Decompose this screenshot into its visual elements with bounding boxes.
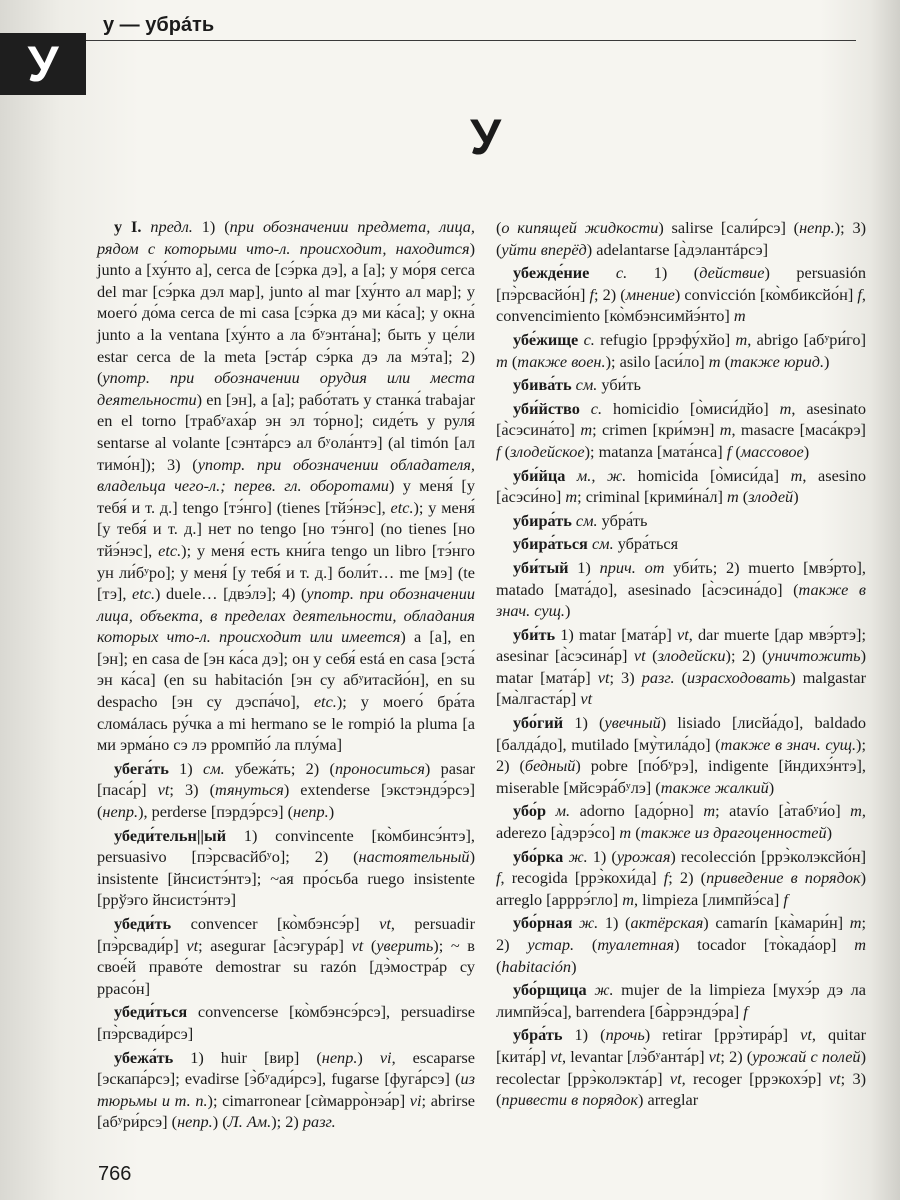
dictionary-entry (496, 329, 866, 372)
usage-note: f (663, 868, 669, 888)
usage-note: vt (669, 1068, 682, 1088)
usage-note: m (854, 935, 866, 954)
entry-text: ) salirse [сали́рсэ] ( (658, 218, 800, 237)
headword: уби́йство (513, 398, 580, 418)
dictionary-entry (496, 979, 866, 1022)
usage-note: употр. при обозначении обладателя, владельца чего-л.; перев. гл. оборотами (97, 454, 476, 496)
dictionary-entry (496, 217, 866, 260)
usage-note: f (726, 441, 732, 461)
entry-text: 1) ( (627, 263, 700, 283)
usage-note: vt (633, 646, 646, 666)
usage-note: vt (379, 914, 391, 933)
entry-text: ; 3) (609, 667, 642, 687)
usage-note: f (783, 889, 788, 909)
usage-note: проноситься (334, 758, 425, 778)
entry-text: уби́ть; 2) muerto [мвэ́рто], matado [мата́до], asesinado [а̀сэсина́до] ( (496, 557, 866, 599)
usage-note: m (565, 487, 578, 507)
dictionary-entry (496, 533, 866, 555)
entry-text: убежа́ть; 2) ( (224, 758, 335, 778)
entry-text: ( (631, 823, 641, 843)
usage-note: m (708, 351, 721, 371)
entry-text: ) lisiado [лисйа́до], baldado [балда́до], mutilado [му̀тила́до] ( (496, 713, 866, 754)
dictionary-entry (496, 374, 866, 396)
usage-note: vt (351, 935, 364, 955)
entry-text: 1) ( (598, 913, 631, 933)
usage-note: см. (203, 758, 225, 778)
usage-note: ж. (594, 980, 614, 1000)
usage-note: f (496, 441, 501, 461)
usage-note: vi (409, 1090, 422, 1110)
entry-text: ); 3) ( (496, 218, 867, 259)
usage-note: m (849, 913, 862, 933)
dictionary-entry (496, 510, 866, 532)
usage-note: habitación (501, 956, 572, 976)
usage-note: непр. (293, 802, 329, 822)
usage-note: мнение (625, 284, 675, 304)
usage-note: также из драгоценностей (640, 823, 827, 843)
right-column (496, 217, 866, 1113)
entry-text: ) retirar [ррэ̀тира́р] (644, 1025, 801, 1045)
entry-text: ) (328, 802, 335, 822)
usage-note: уничтожить (767, 646, 861, 666)
usage-note: Л. Ам. (227, 1112, 272, 1132)
entry-text: 1) ( (192, 217, 230, 236)
usage-note: также в знач. сущ. (720, 734, 857, 754)
entry-text: ; criminal [крими́на́л] (577, 487, 727, 507)
usage-note: непр. (321, 1047, 358, 1067)
usage-note: m (703, 801, 716, 821)
usage-note: vt (157, 780, 170, 800)
page-number: 766 (98, 1163, 132, 1185)
entry-text: ) matar [мата́р] (496, 646, 866, 687)
usage-note: etc. (390, 497, 414, 517)
running-head: у — убра́ть (103, 14, 215, 36)
dictionary-entry (97, 1001, 475, 1044)
usage-note: прич. от (599, 557, 665, 577)
entry-text: уби́ть (597, 375, 641, 395)
entry-text: ( (500, 441, 511, 461)
entry-text: ) adelantarse [а̀дэлантáрсэ] (586, 239, 768, 259)
entry-text: , escaparse [эскапа́рсэ]; evadirse [э̀бʸади́рсэ], fugarse [фуга́рсэ] ( (97, 1047, 475, 1089)
headword: уби́ть (513, 624, 556, 644)
usage-note: настоятельный (358, 847, 470, 867)
entry-text: ( (731, 441, 741, 461)
entry-text: convencerse [ко̀мбэнсэ́рсэ], persuadirse [пэ̀рсвади́рсэ] (97, 1002, 475, 1043)
usage-note: разг. (641, 667, 675, 687)
entry-text: ; abrirse [абʸри́рсэ] ( (97, 1090, 476, 1132)
usage-note: туалетная (597, 935, 675, 954)
entry-text: ) (357, 1047, 380, 1067)
usage-note: vt (550, 1046, 563, 1066)
entry-text: ( (574, 935, 598, 954)
usage-note: ж. (568, 846, 588, 866)
usage-note: предл. (150, 217, 193, 236)
headword: убеди́тельн||ый (114, 825, 227, 845)
entry-text: adorno [адо́рно] (570, 801, 704, 821)
usage-note: непр. (177, 1112, 213, 1132)
usage-note: увечный (604, 713, 661, 733)
headword: убира́ть (513, 510, 572, 530)
entry-text: , recoger [ррэкохэ́р] (681, 1068, 829, 1088)
entry-text: ; crimen [кри́мэн] (592, 420, 720, 440)
entry-text: убра́ться (613, 534, 679, 554)
headword: убо́рщица (513, 980, 587, 1000)
usage-note: уйти вперёд (501, 239, 587, 259)
usage-note: прочь (605, 1025, 645, 1045)
usage-note: злодей (748, 487, 794, 507)
usage-note: бедный (524, 756, 576, 776)
usage-note: уверить (376, 935, 434, 955)
entry-text: ) a [а], en [эн]; en casa de [эн ка́са дэ]; он у себя́ está en casa [эста́ эн ка́са] (en su habitación [эн су абʸитасйо́н], en su despacho [эн су дэспа́чо], (97, 627, 476, 712)
dictionary-entry (97, 913, 475, 999)
usage-note: m (850, 801, 862, 821)
entry-text: ) extenderse [экстэндэ́рсэ] ( (97, 780, 475, 822)
entry-text: , convencimiento [ко̀мбэнсимйэ́нто] (496, 284, 866, 326)
headword: уби́тый (513, 557, 569, 577)
usage-note: vt (676, 624, 689, 644)
usage-note: из тюрьмы и т. п. (97, 1069, 475, 1110)
usage-note: vt (597, 667, 610, 687)
usage-note: f (589, 284, 595, 304)
headword: убо́рная (513, 913, 573, 933)
entry-text: , aderezo [а̀дэрэ́со] (496, 801, 866, 843)
entry-text: , persuadir [пэ̀рсвади́р] (97, 914, 475, 955)
entry-text: ) insistente [йнсистэ́нтэ]; ~ая про́сьба ruego insistente [ррўэго йнсистэ́нтэ] (97, 847, 475, 910)
usage-note: см. (575, 375, 598, 395)
entry-text: ) ( (212, 1112, 228, 1132)
headword: убе́жище (513, 329, 579, 349)
usage-note: также воен. (517, 351, 606, 371)
dictionary-entry (496, 557, 866, 622)
usage-note: израсходовать (687, 667, 791, 687)
entry-text: ; asegurar [а̀сэгура́р] (198, 935, 352, 955)
entry-text: ) (571, 956, 577, 976)
usage-note: также юрид. (730, 351, 825, 371)
usage-note: урожая (616, 846, 671, 866)
dictionary-entry (97, 1047, 475, 1133)
usage-note: тянуться (215, 780, 284, 800)
headword: убира́ться (513, 534, 588, 554)
letter-tab: У (0, 33, 86, 95)
usage-note: также в знач. сущ. (496, 579, 866, 621)
entry-text: ) recolectar [ррэ̀колэкта́р] (496, 1046, 866, 1088)
entry-text: ( (720, 351, 731, 371)
entry-text: ) camarín [ка̀мари́н] (703, 913, 850, 933)
dictionary-entry (97, 758, 475, 823)
entry-text: ( (496, 218, 502, 237)
entry-text: 1) ( (563, 713, 605, 733)
entry-text (589, 263, 616, 282)
dictionary-entry (97, 825, 475, 911)
entry-text: 1) convincente [ко̀мбинсэ́нтэ], persuasivo [пэ̀рсвасйбʸо]; 2) ( (97, 825, 475, 867)
entry-text: ); у меня́ [у тебя́ и т. д.] нет no tengo [но тэ́нго] (no tienes [но тйэ́нэс], (97, 497, 475, 560)
usage-note: m (790, 465, 803, 485)
headword: убега́ть (114, 758, 169, 778)
usage-note: привести в порядок (501, 1090, 639, 1110)
usage-note: злодейское (510, 441, 585, 461)
usage-note: о кипящей жидкости (501, 218, 659, 237)
usage-note: разг. (302, 1112, 336, 1132)
entry-text: ) (793, 487, 799, 507)
entry-text: , recogida [ррэ̀кохи́да] (500, 868, 664, 888)
entry-text: ; 3) ( (496, 1068, 867, 1110)
usage-note: употр. при обозначении лица, объекта, в пределах деятельности, обладания которых что-л. происходит или имеется (97, 584, 475, 647)
usage-note: vt (186, 935, 199, 955)
entry-text: , dar muerte [дар мвэ́ртэ]; asesinar [а̀сэсина́р] (496, 624, 866, 666)
entry-text: ) arreglar (638, 1090, 699, 1110)
usage-note: приведение в порядок (706, 868, 861, 888)
usage-note: устар. (527, 935, 575, 954)
usage-note: m (580, 420, 593, 440)
entry-text: homicida [о̀миси́да] (626, 465, 791, 485)
usage-note: etc. (158, 540, 182, 560)
usage-note: f (857, 284, 862, 304)
entry-text: ); у моего́ бра́та сломáлась ру́чка a mi hermano se le rompió la pluma [а ми эрма́но сэ лэ рромпйо́ ла плу́ма] (97, 692, 475, 755)
dictionary-entry (496, 398, 866, 463)
entry-text: ( (645, 646, 658, 666)
headword: убива́ть (513, 375, 572, 395)
dictionary-entry (496, 465, 866, 508)
dictionary-entry (496, 262, 866, 327)
entry-text: 1) (168, 758, 203, 778)
entry-text: ); у меня́ есть кни́га tengo un libro [тэ́нго ун ли́бʸро]; у меня́ [у тебя́ и т. д.] боли́т… me [мэ] (te [тэ], (97, 540, 475, 604)
entry-text: ); asilo [аси́ло] (605, 351, 709, 371)
entry-text: ) (768, 777, 775, 797)
entry-text: убра́ть (597, 510, 648, 530)
usage-note: m (735, 329, 748, 349)
entry-text: ; 2) ( (720, 1046, 753, 1066)
entry-text: ) en [эн], a [а]; рабо́тать у станка́ trabajar en el torno [трабʸаха́р эн эл то́рно]; сиде́ть у руля́ sentarse al volante [сэнта́рсэ ал бʸола́нтэ] (al timón [ал тимо́н]); 3) ( (97, 389, 475, 474)
usage-note: f (496, 868, 501, 888)
entry-text: ) duele… [двэ́лэ]; 4) ( (155, 584, 307, 604)
entry-text: ( (738, 487, 749, 507)
dictionary-entry (496, 846, 866, 911)
usage-note: m (779, 398, 792, 418)
entry-text: ); 2) ( (725, 646, 768, 666)
entry-text: ) pasar [паса́р] (97, 758, 476, 800)
dictionary-entry (496, 1024, 866, 1110)
usage-note: м., ж. (576, 465, 627, 485)
usage-note: etc. (132, 584, 156, 604)
entry-text: mujer de la limpieza [мухэ́р дэ ла лимпйэ́са], barrendera [ба̀ррэндэ́ра] (496, 980, 866, 1021)
entry-text: ; 2) ( (668, 868, 707, 888)
entry-text: ) (564, 601, 571, 621)
usage-note: vt (580, 689, 593, 709)
dictionary-entry (97, 216, 475, 756)
usage-note: m (719, 420, 732, 440)
entry-text: ); ~ в свое́й право́те demostrar su razón [дэ̀мостра́р су ррасо́н] (97, 935, 475, 998)
usage-note: актёрская (630, 913, 704, 933)
entry-text: ); matanza [мата́нса] (584, 441, 727, 461)
usage-note: m (726, 487, 739, 507)
dictionary-entry (496, 912, 866, 977)
entry-text: , limpieza [лимпйэ́са] (634, 889, 784, 909)
usage-note: vt (828, 1068, 841, 1088)
headword: убра́ть (513, 1025, 563, 1045)
entry-text: ), perderse [пэрдэ́рсэ] ( (138, 802, 294, 822)
usage-note: m (496, 351, 508, 371)
usage-note: с. (615, 263, 628, 283)
entry-text: 1) ( (587, 846, 617, 866)
headword: убеди́ть (114, 914, 172, 933)
usage-note: f (743, 1001, 748, 1021)
entry-text: ); cimarronear [сѝмарро̀нэа́р] (207, 1090, 410, 1110)
usage-note: vt (708, 1046, 721, 1066)
entry-text: refugio [ррэфу́хйо] (594, 329, 736, 349)
headword: убеди́ться (114, 1002, 188, 1022)
entry-text: 1) (568, 557, 600, 577)
header-rule (86, 40, 856, 41)
headword: уби́йца (513, 465, 566, 485)
headword: убежде́ние (513, 263, 590, 283)
headword: убо́рка (513, 846, 564, 866)
entry-text: , quitar [кита́р] (496, 1025, 866, 1066)
usage-note: действие (699, 263, 765, 283)
headword: убежа́ть (114, 1047, 174, 1067)
entry-text: ) malgastar [ма̀лгаста́р] (496, 667, 866, 709)
usage-note: непр. (102, 802, 139, 822)
entry-text: ) arreglo [арррэ́гло] (496, 868, 866, 909)
usage-note: употр. при обозначении орудия или места деятельности (97, 368, 475, 409)
entry-text: 1) matar [мата́р] (555, 624, 677, 644)
usage-note: vi (379, 1047, 392, 1067)
entry-text: ); 2) (271, 1112, 303, 1132)
usage-note: массовое (740, 441, 804, 461)
entry-text: ) convicción [ко̀мбиксйо́н] (674, 284, 858, 304)
entry-text: ) (824, 351, 830, 371)
entry-text: , levantar [лэ̀бʸанта́р] (562, 1046, 709, 1066)
entry-text: ) junto a [ху́нто а], cerca de [сэ́рка дэ], a [а]; у мо́ря cerca del mar [сэ́рка дэл мар], junto al mar [ху́нто ал мар]; у моего́ до́ма cerca de mi casa [сэ́рка дэ ми ка́са]; у окна́ junto a la ventana [ху́нто а ла бʸэнта́на]; быть у це́ли estar cerca de la meta [эста́р сэ́рка дэ ла мэ́та]; 2) ( (97, 238, 475, 388)
section-letter: У (470, 109, 502, 165)
entry-text (546, 801, 556, 820)
headword: у I. (114, 217, 142, 236)
entry-text: ; 3) ( (169, 780, 216, 800)
entry-text: ( (507, 351, 518, 371)
left-column (97, 216, 475, 1135)
usage-note: также жалкий (660, 777, 769, 797)
usage-note: etc. (313, 692, 337, 712)
dictionary-entry (496, 624, 866, 710)
entry-text: 1) huir [вир] ( (173, 1047, 322, 1067)
entry-text: ) recolección [ррэ̀колэксйо́н] (670, 846, 866, 866)
headword: убо́гий (513, 713, 564, 733)
usage-note: м. (555, 801, 571, 821)
entry-text: ) tocador [то̀када́ор] (674, 935, 855, 954)
entry-text: ( (674, 667, 688, 687)
entry-text: ) у меня́ [у тебя́ и т. д.] tengo [тэ́нго] (tienes [тйэ́нэс], (97, 476, 475, 517)
entry-text: , asesino [а̀сэси́но] (496, 465, 866, 507)
entry-text: ) (826, 823, 833, 843)
entry-text: homicidio [о̀миси́дйо] (602, 398, 780, 418)
usage-note: при обозначении предмета, лица, рядом с которыми что-л. происходит, находится (97, 217, 475, 258)
entry-text: ; atavío [а̀табʸи́о] (715, 801, 851, 821)
entry-text: 1) ( (562, 1025, 606, 1045)
usage-note: урожай с полей (752, 1046, 861, 1066)
entry-text: , asesinato [а̀сэсина́то] (496, 398, 866, 440)
usage-note: m (619, 823, 632, 843)
entry-text: ; 2) ( (594, 284, 626, 304)
usage-note: злодейски (657, 646, 726, 666)
usage-note: ж. (579, 913, 599, 933)
usage-note: vt (800, 1025, 812, 1045)
dictionary-entry (496, 800, 866, 843)
usage-note: см. (575, 510, 598, 530)
usage-note: m (733, 306, 746, 326)
entry-text: ( (363, 935, 377, 955)
entry-text: , abrigo [абʸри́го] (747, 329, 866, 349)
entry-text: ; 2) (496, 913, 867, 954)
entry-text: , masacre [маса́крэ] (731, 420, 866, 440)
entry-text: ) pobre [по́бʸрэ], indigente [йндихэ́нтэ], miserable [мйсэра́бʸлэ] ( (496, 756, 867, 797)
usage-note: с. (590, 398, 603, 418)
usage-note: m (622, 889, 635, 909)
entry-text: ) persuasión [пэ̀рсвасйо́н] (496, 263, 867, 304)
usage-note: см. (591, 534, 614, 554)
entry-text: ( (496, 956, 502, 976)
entry-text: ); 2) ( (496, 734, 866, 776)
entry-text: ) (803, 441, 810, 461)
usage-note: с. (583, 329, 595, 349)
entry-text: convencer [ко̀мбэнсэ́р] (171, 914, 380, 933)
usage-note: непр. (799, 218, 835, 237)
entry-text (565, 466, 577, 485)
headword: убо́р (513, 801, 547, 821)
dictionary-entry (496, 712, 866, 798)
entry-text (580, 399, 591, 418)
